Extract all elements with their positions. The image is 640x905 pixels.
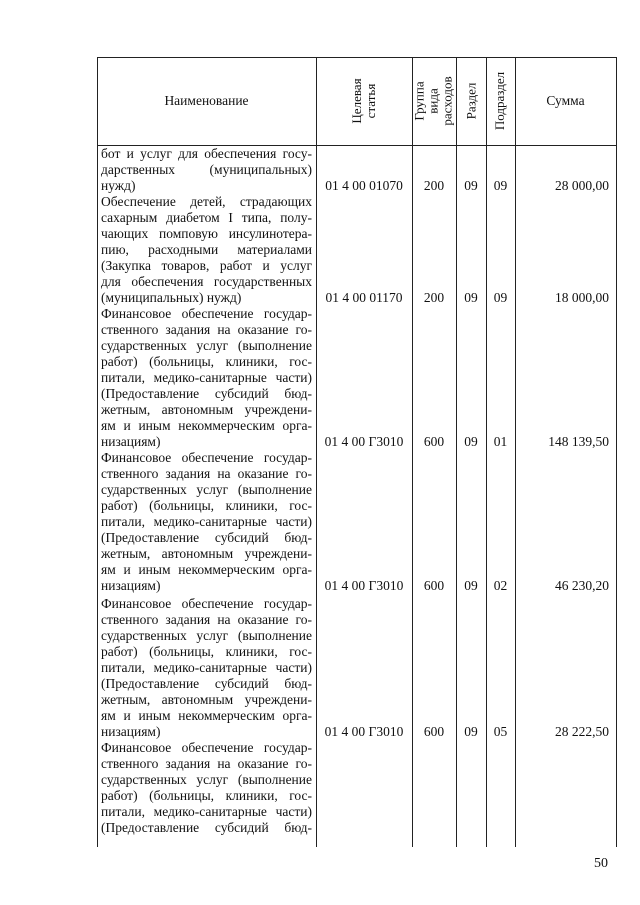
row-target-article: 01 4 00 Г3010 — [324, 578, 404, 593]
description-line: сударственных услуг (выполнение — [101, 338, 312, 353]
description-line: питали, медико-санитарные части) — [101, 370, 312, 385]
row-subsection: 01 — [493, 434, 508, 449]
header-subsection-label: Подраздел — [492, 71, 508, 131]
description-line: (муниципальных) нужд) — [101, 290, 242, 305]
row-amount: 28 000,00 — [555, 178, 609, 193]
row-subsection: 05 — [493, 724, 508, 739]
description-line: чающих помповую инсулинотера- — [101, 226, 312, 241]
row-target-article: 01 4 00 Г3010 — [324, 724, 404, 739]
header-amount: Сумма — [546, 93, 585, 108]
description-line: жетным, автономным учреждени- — [101, 546, 312, 561]
header-subsection — [486, 57, 515, 145]
description-line: Обеспечение детей, страдающих — [101, 194, 312, 209]
row-amount: 28 222,50 — [555, 724, 609, 739]
description-line: (Закупка товаров, работ и услуг — [101, 258, 312, 273]
description-line: пию, расходными материалами — [101, 242, 312, 257]
row-subsection: 09 — [493, 290, 508, 305]
description-line: сударственных услуг (выполнение — [101, 482, 312, 497]
row-target-article: 01 4 00 01170 — [325, 290, 403, 305]
description-line: жетным, автономным учреждени- — [101, 692, 312, 707]
description-line: нужд) — [101, 178, 136, 193]
description-line: питали, медико-санитарные части) — [101, 660, 312, 675]
description-line: низациям) — [101, 434, 161, 449]
row-section: 09 — [464, 578, 478, 593]
description-line: жетным, автономным учреждени- — [101, 402, 312, 417]
row-amount: 148 139,50 — [548, 434, 609, 449]
description-line: сахарным диабетом I типа, полу- — [101, 210, 312, 225]
row-section: 09 — [464, 724, 478, 739]
description-line: Финансовое обеспечение государ- — [101, 596, 312, 611]
description-line: ям и иным некоммерческим орга- — [101, 562, 312, 577]
header-section-label: Раздел — [463, 82, 478, 120]
row-section: 09 — [464, 290, 478, 305]
row-amount: 46 230,20 — [555, 578, 609, 593]
header-expense-group — [412, 57, 456, 145]
description-line: низациям) — [101, 578, 161, 593]
row-amount: 18 000,00 — [555, 290, 609, 305]
header-name: Наименование — [164, 93, 249, 108]
description-line: сударственных услуг (выполнение — [101, 628, 312, 643]
description-line: работ) (больницы, клиники, гос- — [101, 498, 312, 513]
page-number: 50 — [594, 856, 608, 871]
description-line: питали, медико-санитарные части) — [101, 804, 312, 819]
row-subsection: 09 — [493, 178, 508, 193]
row-expense-group: 600 — [423, 724, 445, 739]
description-line: питали, медико-санитарные части) — [101, 514, 312, 529]
description-line: (Предоставление субсидий бюд- — [101, 386, 312, 401]
row-expense-group: 600 — [423, 578, 445, 593]
description-line: работ) (больницы, клиники, гос- — [101, 354, 312, 369]
row-target-article: 01 4 00 01070 — [325, 178, 403, 193]
header-target-article — [316, 57, 412, 145]
header-expense-group-label: Группа вида расходов — [412, 76, 455, 126]
row-subsection: 02 — [493, 578, 508, 593]
description-line: Финансовое обеспечение государ- — [101, 306, 312, 321]
description-line: работ) (больницы, клиники, гос- — [101, 644, 312, 659]
description-line: (Предоставление субсидий бюд- — [101, 676, 312, 691]
row-expense-group: 200 — [423, 290, 445, 305]
description-line: (Предоставление субсидий бюд- — [101, 820, 312, 835]
description-line: сударственных услуг (выполнение — [101, 772, 312, 787]
description-line: (Предоставление субсидий бюд- — [101, 530, 312, 545]
description-line: для обеспечения государственных — [101, 274, 312, 289]
row-expense-group: 200 — [423, 178, 445, 193]
row-section: 09 — [464, 434, 478, 449]
row-section: 09 — [464, 178, 478, 193]
description-line: ям и иным некоммерческим орга- — [101, 708, 312, 723]
row-target-article: 01 4 00 Г3010 — [324, 434, 404, 449]
description-line: низациям) — [101, 724, 161, 739]
column-divider — [616, 57, 617, 847]
description-line: Финансовое обеспечение государ- — [101, 450, 312, 465]
row-expense-group: 600 — [423, 434, 445, 449]
description-line: дарственных (муниципальных) — [101, 162, 312, 177]
description-line: ственного задания на оказание го- — [101, 756, 312, 771]
description-line: ям и иным некоммерческим орга- — [101, 418, 312, 433]
description-line: ственного задания на оказание го- — [101, 612, 312, 627]
header-section — [456, 57, 486, 145]
description-line: ственного задания на оказание го- — [101, 322, 312, 337]
column-divider — [97, 57, 98, 847]
description-line: работ) (больницы, клиники, гос- — [101, 788, 312, 803]
description-line: Финансовое обеспечение государ- — [101, 740, 312, 755]
header-target-article-label: Целевая статья — [349, 78, 378, 124]
description-line: ственного задания на оказание го- — [101, 466, 312, 481]
description-line: бот и услуг для обеспечения госу- — [101, 146, 312, 161]
